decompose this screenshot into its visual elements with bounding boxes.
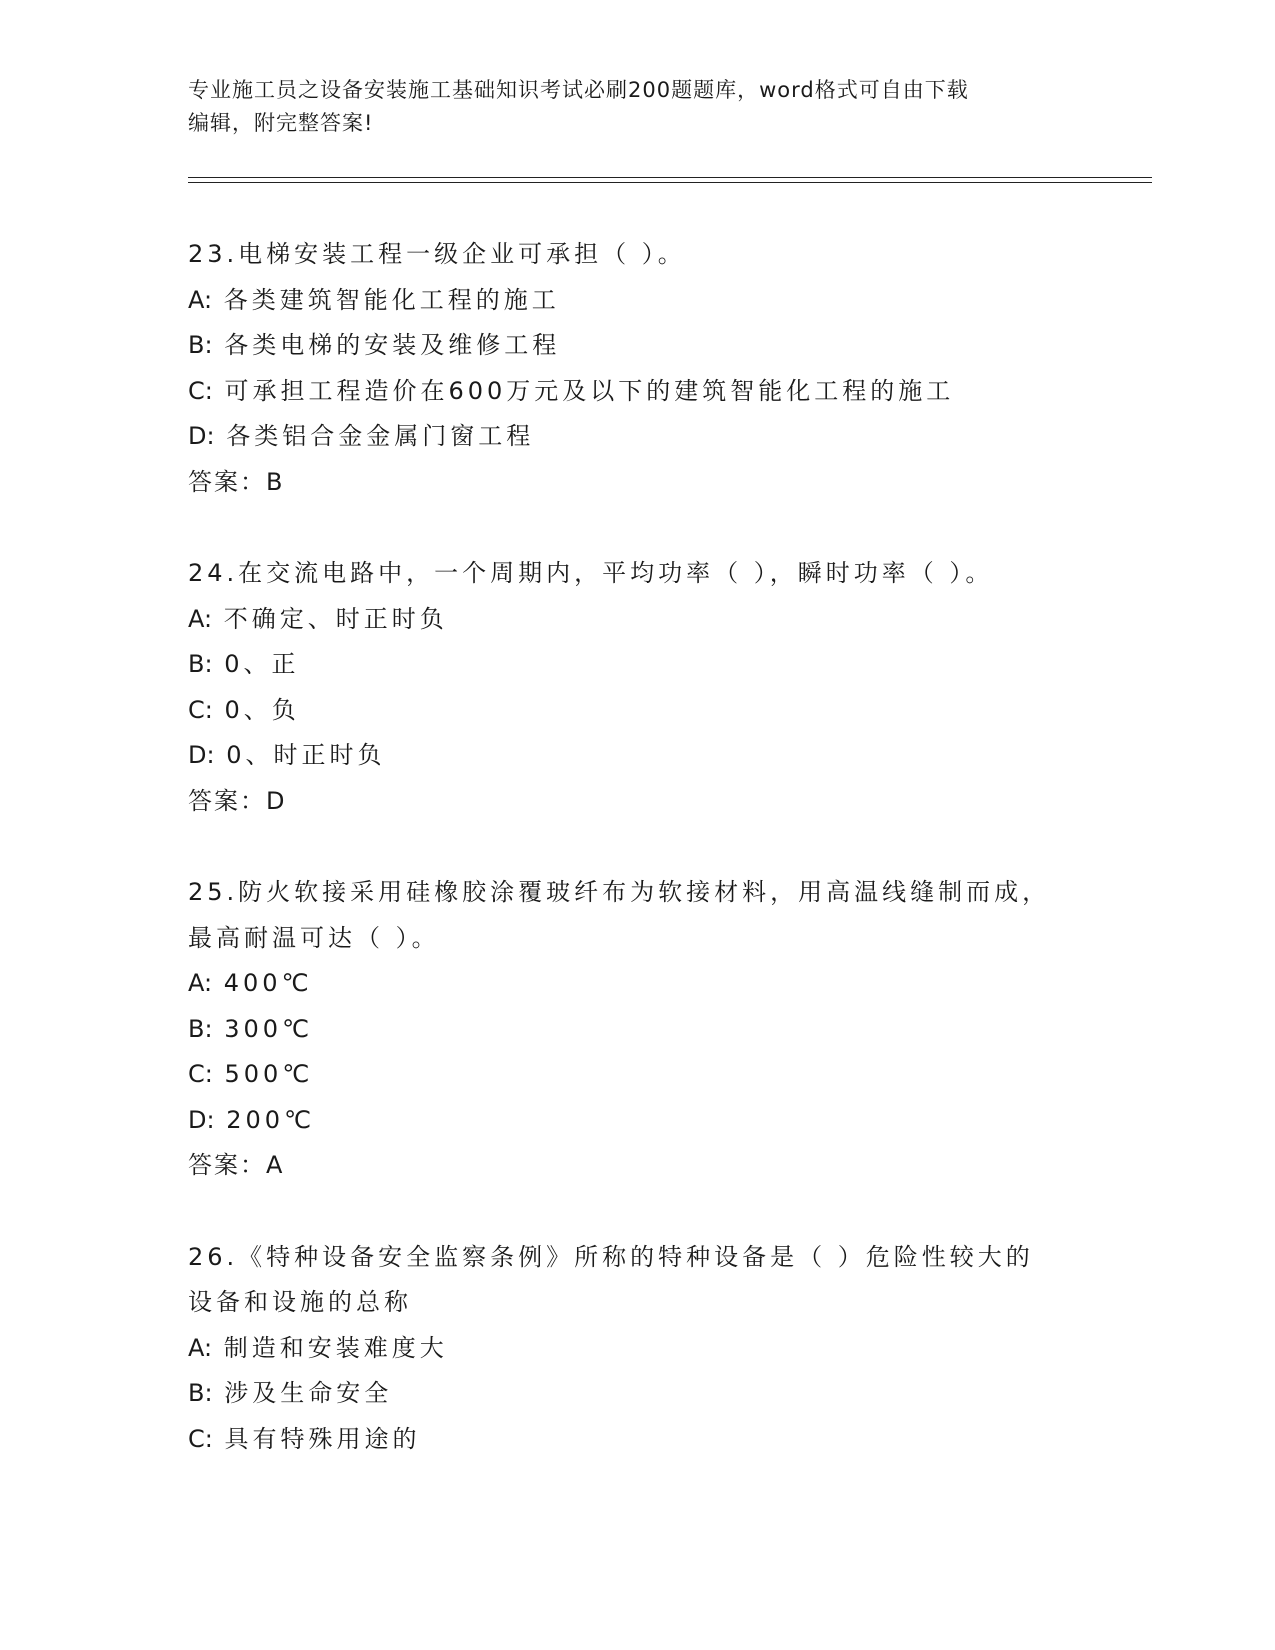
question-stem-continued: 设备和设施的总称	[188, 1288, 412, 1316]
option-letter: D:	[188, 422, 215, 450]
option-text: 制造和安装难度大	[223, 1333, 448, 1362]
option-text: 不确定、时正时负	[223, 604, 448, 633]
option-text: 各类铝合金金属门窗工程	[226, 422, 535, 450]
option-c	[188, 1052, 1088, 1098]
question-26	[188, 1235, 1088, 1463]
option-text: 400℃	[223, 969, 313, 997]
option-text: 涉及生命安全	[224, 1379, 393, 1407]
option-text: 500℃	[224, 1060, 314, 1088]
option-letter: C:	[188, 376, 213, 405]
option-a	[188, 278, 1088, 324]
option-letter: B:	[188, 331, 213, 359]
header-divider-bottom	[188, 182, 1152, 183]
option-a	[188, 597, 1088, 643]
option-text: 各类建筑智能化工程的施工	[223, 285, 560, 314]
question-list	[188, 232, 1088, 1508]
option-text: 300℃	[224, 1014, 313, 1043]
option-letter: C:	[188, 695, 213, 724]
option-letter: C:	[188, 1424, 213, 1453]
option-letter: B:	[188, 1379, 213, 1407]
question-stem: 23.电梯安装工程一级企业可承担（ ）。	[188, 240, 686, 268]
option-text: 各类电梯的安装及维修工程	[224, 331, 561, 359]
option-letter: B:	[188, 1014, 213, 1043]
option-a	[188, 1326, 1088, 1372]
option-b	[188, 323, 1088, 369]
option-b	[188, 1007, 1088, 1053]
option-text: 0、时正时负	[226, 741, 386, 769]
option-c	[188, 688, 1088, 734]
header-divider-top	[188, 177, 1152, 178]
question-stem: 26.《特种设备安全监察条例》所称的特种设备是（ ）危险性较大的	[188, 1242, 1034, 1271]
option-c	[188, 1417, 1088, 1463]
option-letter: C:	[188, 1060, 213, 1088]
option-letter: D:	[188, 1105, 215, 1134]
question-stem: 25.防火软接采用硅橡胶涂覆玻纤布为软接材料，用高温线缝制而成，	[188, 878, 1051, 906]
option-a	[188, 961, 1088, 1007]
option-letter: B:	[188, 650, 213, 678]
option-text: 可承担工程造价在600万元及以下的建筑智能化工程的施工	[224, 376, 955, 405]
header-title-line-2: 编辑，附完整答案!	[188, 111, 374, 135]
option-text: 0、正	[224, 650, 300, 678]
answer-line: 答案：B	[188, 467, 285, 496]
option-b	[188, 1371, 1088, 1417]
option-d	[188, 733, 1088, 779]
question-24	[188, 551, 1088, 824]
option-letter: D:	[188, 741, 215, 769]
option-letter: A:	[188, 285, 213, 314]
document-header	[188, 74, 1068, 140]
question-stem-continued: 最高耐温可达（ ）。	[188, 923, 440, 952]
answer-line: 答案：D	[188, 786, 287, 815]
option-d	[188, 414, 1088, 460]
question-25	[188, 870, 1088, 1189]
option-b	[188, 642, 1088, 688]
option-text: 具有特殊用途的	[224, 1424, 421, 1453]
header-title-line-1: 专业施工员之设备安装施工基础知识考试必刷200题题库，word格式可自由下载	[188, 78, 969, 102]
answer-line: 答案：A	[188, 1151, 285, 1179]
option-d	[188, 1098, 1088, 1144]
question-23	[188, 232, 1088, 505]
option-letter: A:	[188, 604, 213, 633]
option-letter: A:	[188, 969, 213, 997]
option-text: 200℃	[226, 1105, 315, 1134]
option-c	[188, 369, 1088, 415]
option-letter: A:	[188, 1333, 213, 1362]
question-stem: 24.在交流电路中，一个周期内，平均功率（ ），瞬时功率（ ）。	[188, 559, 994, 587]
option-text: 0、负	[224, 695, 300, 724]
